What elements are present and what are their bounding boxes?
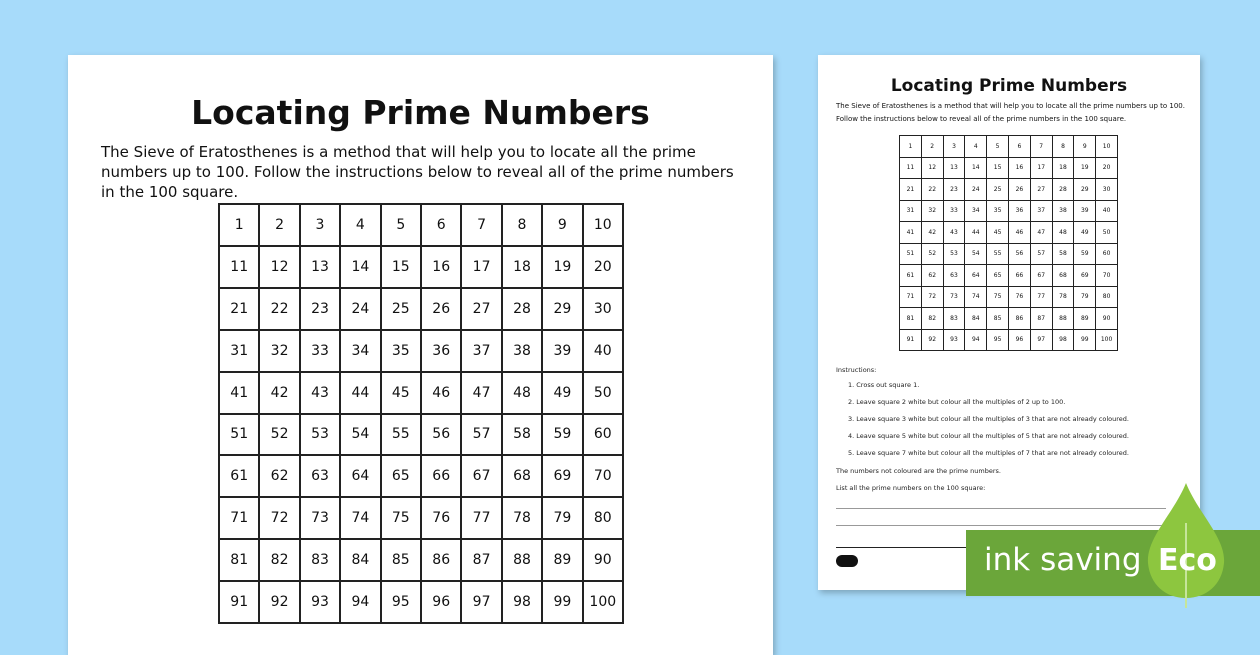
grid-cell: 12 — [922, 158, 944, 180]
grid-cell: 44 — [965, 222, 987, 244]
grid-cell: 72 — [922, 287, 944, 309]
grid-cell: 98 — [1053, 330, 1075, 352]
grid-cell: 49 — [543, 373, 583, 415]
grid-cell: 46 — [422, 373, 462, 415]
grid-cell: 11 — [900, 158, 922, 180]
grid-cell: 70 — [584, 456, 624, 498]
worksheet-intro: The Sieve of Eratosthenes is a method that will help you to locate all the prime numbers up to 100. Follow the instructions below to reveal all of the prime numbers in the 100 square. — [836, 102, 1185, 123]
eco-label: Eco — [1158, 543, 1217, 578]
grid-cell: 98 — [503, 582, 543, 624]
grid-cell: 81 — [220, 540, 260, 582]
grid-cell: 66 — [1009, 265, 1031, 287]
grid-cell: 13 — [301, 247, 341, 289]
grid-cell: 38 — [503, 331, 543, 373]
grid-cell: 77 — [1031, 287, 1053, 309]
grid-cell: 88 — [1053, 308, 1075, 330]
grid-cell: 53 — [301, 415, 341, 457]
grid-cell: 60 — [584, 415, 624, 457]
grid-cell: 58 — [1053, 244, 1075, 266]
grid-cell: 92 — [260, 582, 300, 624]
grid-cell: 70 — [1096, 265, 1118, 287]
grid-cell: 64 — [965, 265, 987, 287]
grid-cell: 86 — [1009, 308, 1031, 330]
grid-cell: 1 — [220, 205, 260, 247]
grid-cell: 84 — [341, 540, 381, 582]
grid-cell: 40 — [1096, 201, 1118, 223]
grid-cell: 23 — [301, 289, 341, 331]
grid-cell: 22 — [922, 179, 944, 201]
grid-cell: 39 — [543, 331, 583, 373]
grid-cell: 22 — [260, 289, 300, 331]
hundred-square — [218, 203, 624, 624]
grid-cell: 79 — [1074, 287, 1096, 309]
grid-cell: 46 — [1009, 222, 1031, 244]
grid-cell: 36 — [1009, 201, 1031, 223]
grid-cell: 10 — [1096, 136, 1118, 158]
grid-cell: 7 — [1031, 136, 1053, 158]
grid-cell: 34 — [341, 331, 381, 373]
grid-cell: 3 — [301, 205, 341, 247]
instructions-heading: Instructions: — [836, 366, 877, 374]
grid-cell: 32 — [922, 201, 944, 223]
instructions-list — [848, 381, 1129, 466]
grid-cell: 30 — [1096, 179, 1118, 201]
grid-cell: 41 — [220, 373, 260, 415]
grid-cell: 94 — [965, 330, 987, 352]
grid-cell: 75 — [987, 287, 1009, 309]
grid-cell: 80 — [1096, 287, 1118, 309]
grid-cell: 18 — [503, 247, 543, 289]
grid-cell: 25 — [382, 289, 422, 331]
grid-cell: 99 — [1074, 330, 1096, 352]
grid-cell: 13 — [944, 158, 966, 180]
grid-cell: 73 — [944, 287, 966, 309]
grid-cell: 59 — [1074, 244, 1096, 266]
grid-cell: 15 — [987, 158, 1009, 180]
worksheet-title: Locating Prime Numbers — [890, 76, 1128, 96]
grid-cell: 53 — [944, 244, 966, 266]
instruction-item: 4. Leave square 5 white but colour all the multiples of 5 that are not already coloured. — [848, 432, 1129, 440]
grid-cell: 83 — [301, 540, 341, 582]
grid-cell: 33 — [944, 201, 966, 223]
grid-cell: 63 — [301, 456, 341, 498]
grid-cell: 8 — [503, 205, 543, 247]
grid-cell: 29 — [543, 289, 583, 331]
grid-cell: 95 — [987, 330, 1009, 352]
grid-cell: 61 — [900, 265, 922, 287]
grid-cell: 100 — [1096, 330, 1118, 352]
answer-line — [836, 508, 1166, 509]
badge-text: ink saving — [984, 542, 1142, 578]
grid-cell: 45 — [382, 373, 422, 415]
grid-cell: 96 — [422, 582, 462, 624]
grid-cell: 89 — [543, 540, 583, 582]
grid-cell: 50 — [584, 373, 624, 415]
answer-line — [836, 525, 1166, 526]
grid-cell: 78 — [1053, 287, 1075, 309]
grid-cell: 34 — [965, 201, 987, 223]
grid-cell: 72 — [260, 498, 300, 540]
grid-cell: 50 — [1096, 222, 1118, 244]
grid-cell: 26 — [1009, 179, 1031, 201]
grid-cell: 83 — [944, 308, 966, 330]
grid-cell: 91 — [220, 582, 260, 624]
grid-cell: 37 — [1031, 201, 1053, 223]
grid-cell: 9 — [1074, 136, 1096, 158]
grid-cell: 59 — [543, 415, 583, 457]
grid-cell: 37 — [462, 331, 502, 373]
grid-cell: 29 — [1074, 179, 1096, 201]
grid-cell: 12 — [260, 247, 300, 289]
grid-cell: 91 — [900, 330, 922, 352]
grid-cell: 17 — [462, 247, 502, 289]
grid-cell: 27 — [462, 289, 502, 331]
grid-cell: 92 — [922, 330, 944, 352]
grid-cell: 56 — [422, 415, 462, 457]
grid-cell: 62 — [922, 265, 944, 287]
grid-cell: 61 — [220, 456, 260, 498]
grid-cell: 74 — [341, 498, 381, 540]
grid-cell: 69 — [1074, 265, 1096, 287]
grid-cell: 73 — [301, 498, 341, 540]
grid-cell: 17 — [1031, 158, 1053, 180]
grid-cell: 24 — [965, 179, 987, 201]
grid-cell: 52 — [260, 415, 300, 457]
grid-cell: 7 — [462, 205, 502, 247]
grid-cell: 97 — [1031, 330, 1053, 352]
grid-cell: 40 — [584, 331, 624, 373]
grid-cell: 84 — [965, 308, 987, 330]
grid-cell: 45 — [987, 222, 1009, 244]
grid-cell: 20 — [1096, 158, 1118, 180]
grid-cell: 38 — [1053, 201, 1075, 223]
grid-cell: 93 — [301, 582, 341, 624]
grid-cell: 80 — [584, 498, 624, 540]
grid-cell: 18 — [1053, 158, 1075, 180]
grid-cell: 6 — [422, 205, 462, 247]
grid-cell: 14 — [341, 247, 381, 289]
hundred-square — [899, 135, 1118, 351]
grid-cell: 66 — [422, 456, 462, 498]
worksheet-preview-full — [818, 55, 1200, 590]
grid-cell: 81 — [900, 308, 922, 330]
grid-cell: 88 — [503, 540, 543, 582]
grid-cell: 27 — [1031, 179, 1053, 201]
worksheet-title: Locating Prime Numbers — [191, 93, 650, 132]
grid-cell: 95 — [382, 582, 422, 624]
grid-cell: 35 — [382, 331, 422, 373]
grid-cell: 43 — [944, 222, 966, 244]
grid-cell: 6 — [1009, 136, 1031, 158]
grid-cell: 76 — [422, 498, 462, 540]
grid-cell: 16 — [422, 247, 462, 289]
grid-cell: 86 — [422, 540, 462, 582]
grid-cell: 47 — [1031, 222, 1053, 244]
grid-cell: 78 — [503, 498, 543, 540]
grid-cell: 25 — [987, 179, 1009, 201]
grid-cell: 41 — [900, 222, 922, 244]
grid-cell: 68 — [1053, 265, 1075, 287]
grid-cell: 28 — [1053, 179, 1075, 201]
grid-cell: 57 — [1031, 244, 1053, 266]
grid-cell: 99 — [543, 582, 583, 624]
list-prompt: List all the prime numbers on the 100 square: — [836, 484, 986, 492]
grid-cell: 82 — [260, 540, 300, 582]
grid-cell: 5 — [382, 205, 422, 247]
grid-cell: 32 — [260, 331, 300, 373]
grid-cell: 30 — [584, 289, 624, 331]
grid-cell: 56 — [1009, 244, 1031, 266]
instruction-item: 5. Leave square 7 white but colour all the multiples of 7 that are not already coloured. — [848, 449, 1129, 457]
grid-cell: 67 — [462, 456, 502, 498]
grid-cell: 9 — [543, 205, 583, 247]
grid-cell: 93 — [944, 330, 966, 352]
grid-cell: 90 — [1096, 308, 1118, 330]
grid-cell: 85 — [987, 308, 1009, 330]
grid-cell: 44 — [341, 373, 381, 415]
grid-cell: 65 — [382, 456, 422, 498]
grid-cell: 58 — [503, 415, 543, 457]
grid-cell: 42 — [922, 222, 944, 244]
grid-cell: 55 — [382, 415, 422, 457]
grid-cell: 43 — [301, 373, 341, 415]
worksheet-intro: The Sieve of Eratosthenes is a method that will help you to locate all the prime numbers up to 100. Follow the instructions below to reveal all of the prime numbers in the 100 square. — [101, 143, 734, 201]
grid-cell: 63 — [944, 265, 966, 287]
grid-cell: 2 — [260, 205, 300, 247]
grid-cell: 64 — [341, 456, 381, 498]
grid-cell: 31 — [900, 201, 922, 223]
grid-cell: 14 — [965, 158, 987, 180]
grid-cell: 48 — [503, 373, 543, 415]
grid-cell: 36 — [422, 331, 462, 373]
grid-cell: 20 — [584, 247, 624, 289]
grid-cell: 62 — [260, 456, 300, 498]
grid-cell: 42 — [260, 373, 300, 415]
grid-cell: 19 — [543, 247, 583, 289]
grid-cell: 68 — [503, 456, 543, 498]
grid-cell: 67 — [1031, 265, 1053, 287]
grid-cell: 4 — [341, 205, 381, 247]
grid-cell: 94 — [341, 582, 381, 624]
grid-cell: 71 — [220, 498, 260, 540]
note: The numbers not coloured are the prime numbers. — [836, 467, 1001, 475]
grid-cell: 19 — [1074, 158, 1096, 180]
grid-cell: 90 — [584, 540, 624, 582]
grid-cell: 87 — [1031, 308, 1053, 330]
grid-cell: 23 — [944, 179, 966, 201]
grid-cell: 55 — [987, 244, 1009, 266]
grid-cell: 87 — [462, 540, 502, 582]
grid-cell: 52 — [922, 244, 944, 266]
grid-cell: 10 — [584, 205, 624, 247]
grid-cell: 82 — [922, 308, 944, 330]
grid-cell: 49 — [1074, 222, 1096, 244]
grid-cell: 35 — [987, 201, 1009, 223]
grid-cell: 71 — [900, 287, 922, 309]
grid-cell: 1 — [900, 136, 922, 158]
grid-cell: 26 — [422, 289, 462, 331]
grid-cell: 77 — [462, 498, 502, 540]
grid-cell: 74 — [965, 287, 987, 309]
worksheet-preview-large — [68, 55, 773, 655]
grid-cell: 51 — [220, 415, 260, 457]
instruction-item: 2. Leave square 2 white but colour all the multiples of 2 up to 100. — [848, 398, 1066, 406]
grid-cell: 2 — [922, 136, 944, 158]
grid-cell: 51 — [900, 244, 922, 266]
grid-cell: 15 — [382, 247, 422, 289]
grid-cell: 16 — [1009, 158, 1031, 180]
grid-cell: 97 — [462, 582, 502, 624]
grid-cell: 54 — [341, 415, 381, 457]
grid-cell: 57 — [462, 415, 502, 457]
grid-cell: 76 — [1009, 287, 1031, 309]
grid-cell: 60 — [1096, 244, 1118, 266]
grid-cell: 89 — [1074, 308, 1096, 330]
grid-cell: 33 — [301, 331, 341, 373]
grid-cell: 5 — [987, 136, 1009, 158]
grid-cell: 96 — [1009, 330, 1031, 352]
instruction-item: 1. Cross out square 1. — [848, 381, 920, 389]
grid-cell: 54 — [965, 244, 987, 266]
grid-cell: 48 — [1053, 222, 1075, 244]
grid-cell: 11 — [220, 247, 260, 289]
grid-cell: 21 — [220, 289, 260, 331]
grid-cell: 28 — [503, 289, 543, 331]
grid-cell: 4 — [965, 136, 987, 158]
grid-cell: 21 — [900, 179, 922, 201]
grid-cell: 85 — [382, 540, 422, 582]
grid-cell: 24 — [341, 289, 381, 331]
grid-cell: 65 — [987, 265, 1009, 287]
twinkl-logo — [836, 555, 858, 567]
grid-cell: 79 — [543, 498, 583, 540]
grid-cell: 3 — [944, 136, 966, 158]
grid-cell: 75 — [382, 498, 422, 540]
grid-cell: 47 — [462, 373, 502, 415]
grid-cell: 8 — [1053, 136, 1075, 158]
grid-cell: 100 — [584, 582, 624, 624]
grid-cell: 69 — [543, 456, 583, 498]
grid-cell: 31 — [220, 331, 260, 373]
instruction-item: 3. Leave square 3 white but colour all the multiples of 3 that are not already coloured. — [848, 415, 1129, 423]
grid-cell: 39 — [1074, 201, 1096, 223]
